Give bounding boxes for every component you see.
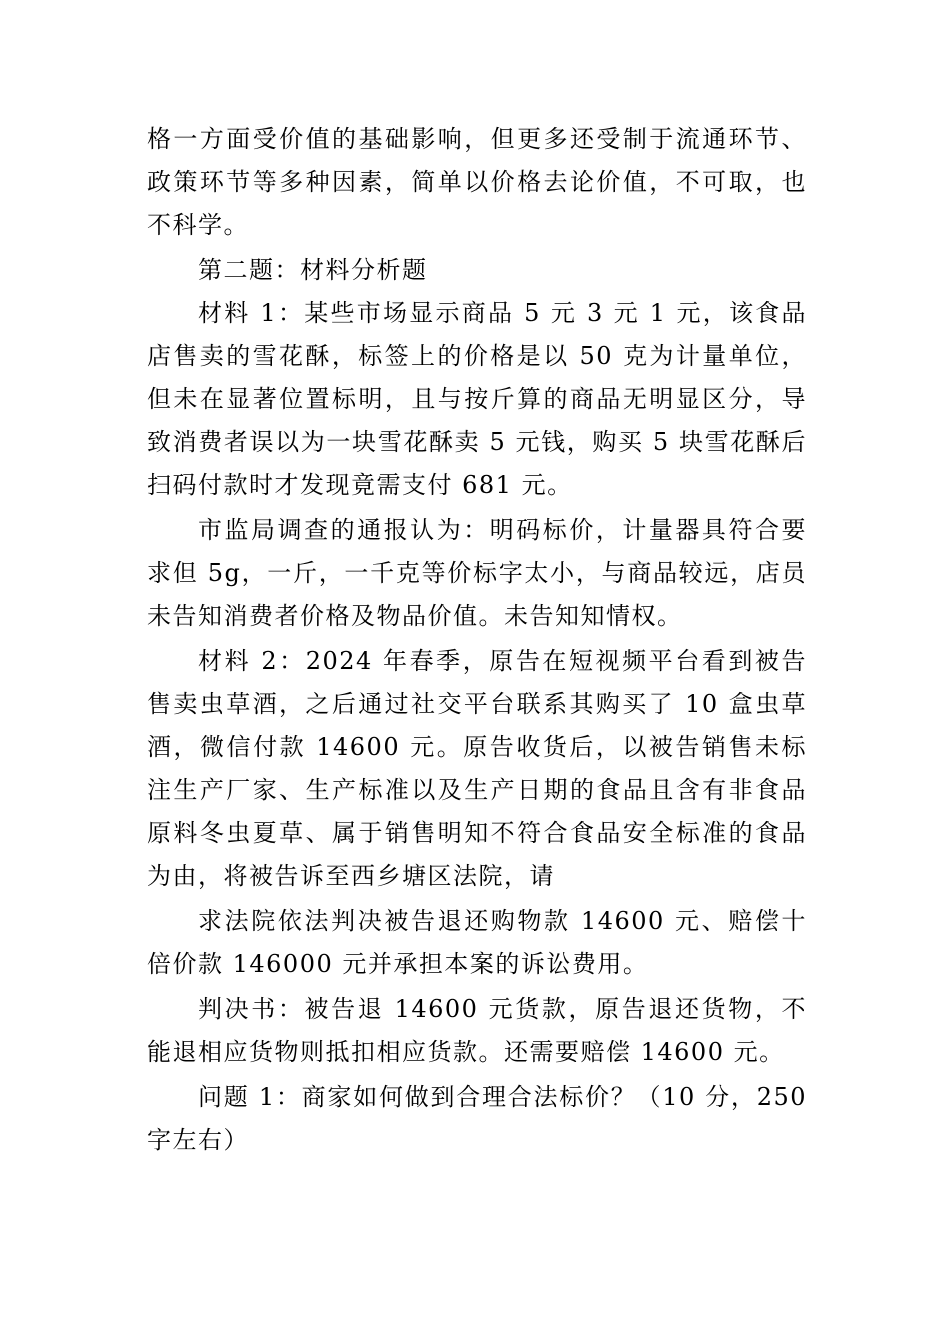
- paragraph-material-1: 材料 1：某些市场显示商品 5 元 3 元 1 元，该食品店售卖的雪花酥，标签上的价格是以 50 克为计量单位，但未在显著位置标明，且与按斤算的商品无明显区分，导致消费者误以为一块雪花酥卖 5 元钱，购买 5 块雪花酥后扫码付款时才发现竟需支付 681 元。: [147, 299, 807, 499]
- section-heading: 第二题：材料分析题: [198, 256, 428, 284]
- paragraph-question-1: 问题 1：商家如何做到合理合法标价？（10 分，250 字左右）: [147, 1083, 807, 1154]
- paragraph-continuation: 格一方面受价值的基础影响，但更多还受制于流通环节、政策环节等多种因素，简单以价格去论价值，不可取，也不科学。: [147, 125, 807, 239]
- paragraph-material-2: 材料 2：2024 年春季，原告在短视频平台看到被告售卖虫草酒，之后通过社交平台联系其购买了 10 盒虫草酒，微信付款 14600 元。原告收货后，以被告销售未标注生产厂家、生产标准以及生产日期的食品且含有非食品原料冬虫夏草、属于销售明知不符合食品安全标准的食品为由，将被告诉至西乡塘区法院，请: [147, 647, 807, 890]
- paragraph-judgment: 判决书：被告退 14600 元货款，原告退还货物，不能退相应货物则抵扣相应货款。还需要赔偿 14600 元。: [147, 995, 807, 1066]
- document-body: [147, 118, 807, 1162]
- paragraph-claim: 求法院依法判决被告退还购物款 14600 元、赔偿十倍价款 146000 元并承担本案的诉讼费用。: [147, 907, 807, 978]
- paragraph-bureau-report: 市监局调查的通报认为：明码标价，计量器具符合要求但 5g，一斤，一千克等价标字太小，与商品较远，店员未告知消费者价格及物品价值。未告知知情权。: [147, 516, 807, 630]
